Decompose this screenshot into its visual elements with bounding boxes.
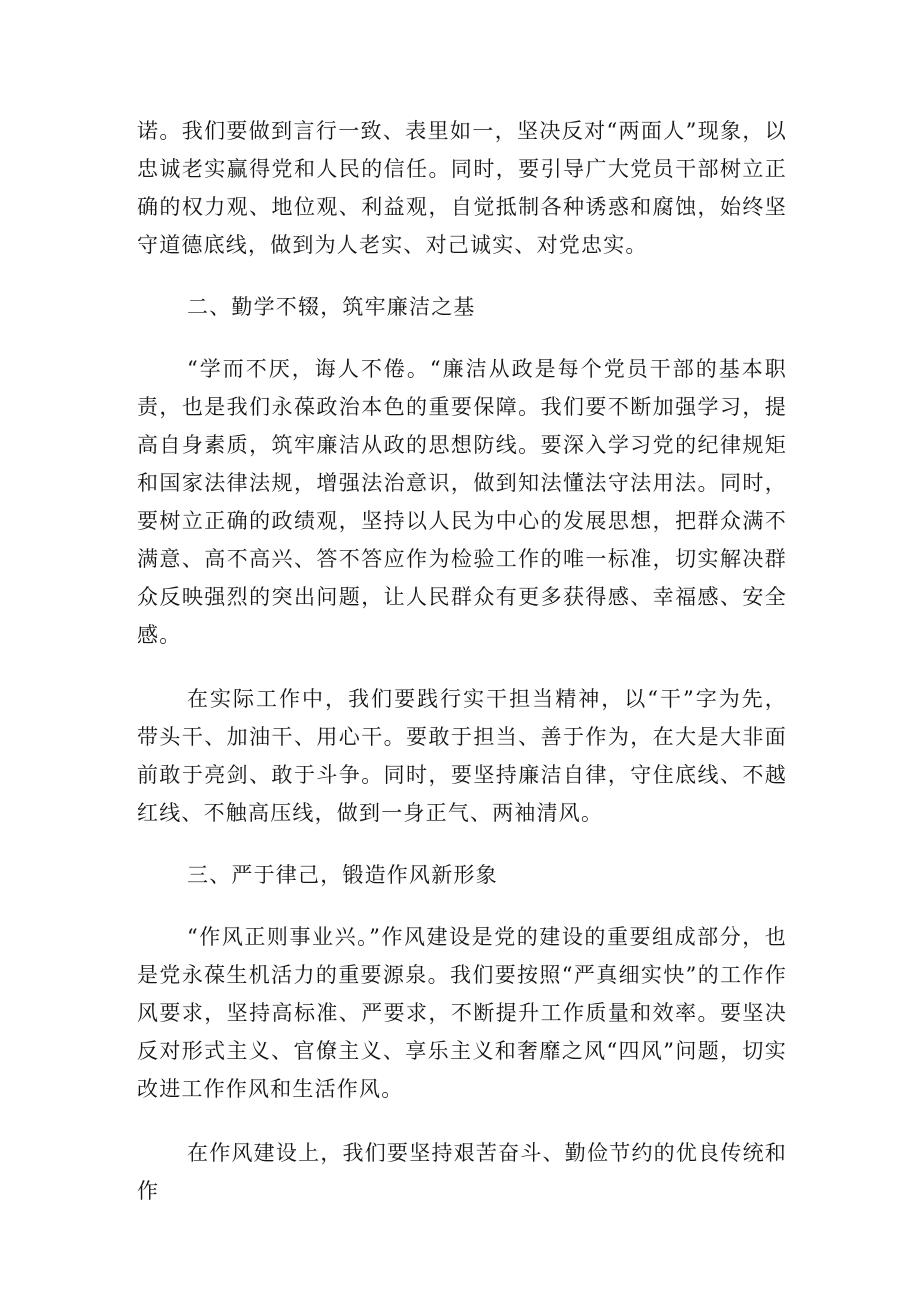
document-body — [137, 112, 787, 1210]
paragraph-style-building: 在作风建设上，我们要坚持艰苦奋斗、勤俭节约的优良传统和作 — [137, 1141, 787, 1203]
paragraph-practice: 在实际工作中，我们要践行实干担当精神，以“干”字为先，带头干、加油干、用心干。要敢于担当、善于作为，在大是大非面前敢于亮剑、敢于斗争。同时，要坚持廉洁自律，守住底线、不越红线、不触高压线，做到一身正气、两袖清风。 — [137, 687, 787, 825]
paragraph-study: “学而不厌，诲人不倦。“廉洁从政是每个党员干部的基本职责，也是我们永葆政治本色的重要保障。我们要不断加强学习，提高自身素质，筑牢廉洁从政的思想防线。要深入学习党的纪律规矩和国家法律法规，增强法治意识，做到知法懂法守法用法。同时，要树立正确的政绩观，坚持以人民为中心的发展思想，把群众满不满意、高不高兴、答不答应作为检验工作的唯一标准，切实解决群众反映强烈的突出问题，让人民群众有更多获得感、幸福感、安全感。 — [137, 357, 787, 647]
section-heading-2: 二、勤学不辍，筑牢廉洁之基 — [187, 295, 476, 319]
section-heading-3: 三、严于律己，锻造作风新形象 — [187, 863, 498, 887]
paragraph-style: “作风正则事业兴。”作风建设是党的建设的重要组成部分，也是党永葆生机活力的重要源泉。我们要按照“严真细实快”的工作作风要求，坚持高标准、严要求，不断提升工作质量和效率。要坚决反对形式主义、官僚主义、享乐主义和奢靡之风“四风”问题，切实改进工作作风和生活作风。 — [137, 925, 787, 1101]
paragraph-continuation: 诺。我们要做到言行一致、表里如一，坚决反对“两面人”现象，以忠诚老实赢得党和人民的信任。同时，要引导广大党员干部树立正确的权力观、地位观、利益观，自觉抵制各种诱惑和腐蚀，始终坚守道德底线，做到为人老实、对己诚实、对党忠实。 — [137, 119, 787, 257]
